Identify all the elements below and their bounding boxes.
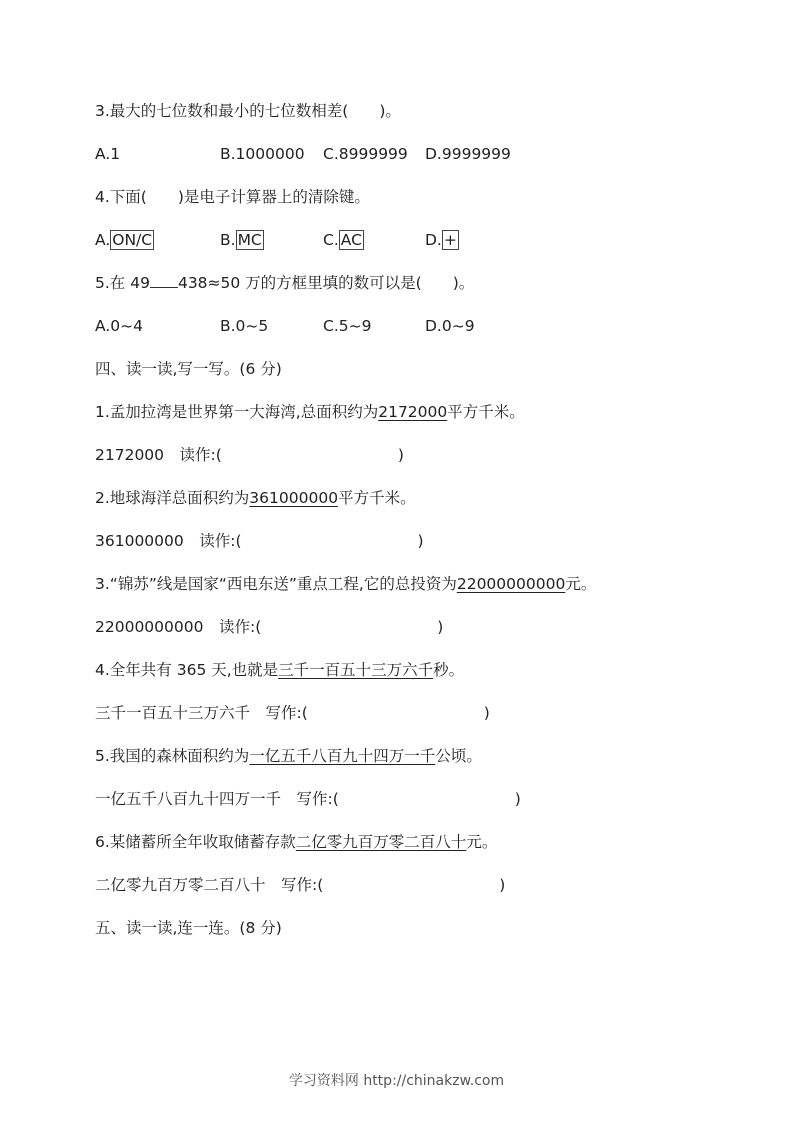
- key-on-c: ON/C: [112, 231, 153, 249]
- s4-answer-2-label: 361000000 读作:(: [95, 532, 242, 550]
- q4-option-c: [323, 230, 364, 250]
- s4-item-5-unit: 公顷。: [435, 747, 482, 765]
- key-ac: AC: [340, 231, 362, 249]
- s4-item-3: [95, 574, 596, 594]
- s4-answer-1-label: 2172000 读作:(: [95, 446, 222, 464]
- s4-item-3-number: 22000000000: [456, 575, 566, 593]
- s4-answer-2: [95, 531, 424, 551]
- q4-option-d: [425, 230, 459, 250]
- s4-item-2: [95, 488, 416, 508]
- s4-answer-1-close: ): [397, 446, 404, 464]
- q5-option-d: D.0~9: [425, 317, 475, 335]
- s4-item-6-number: 二亿零九百万零二百八十: [295, 833, 467, 851]
- s4-answer-3-close: ): [437, 618, 444, 636]
- q5-stem-before: 5.在 49: [95, 274, 150, 292]
- q3-option-a: A.1: [95, 145, 121, 163]
- s4-answer-4: [95, 703, 490, 723]
- s4-item-6: [95, 832, 497, 852]
- q4-option-a-prefix: A.: [95, 231, 111, 249]
- s4-answer-5-close: ): [514, 790, 521, 808]
- s4-answer-6-close: ): [499, 876, 506, 894]
- s4-item-3-unit: 元。: [565, 575, 597, 593]
- s4-item-2-number: 361000000: [249, 489, 339, 507]
- s4-item-1: [95, 402, 525, 422]
- s4-item-6-unit: 元。: [466, 833, 498, 851]
- s4-answer-3-label: 22000000000 读作:(: [95, 618, 262, 636]
- q4-option-d-prefix: D.: [425, 231, 442, 249]
- q5-option-c: C.5~9: [323, 317, 372, 335]
- s4-answer-5-label: 一亿五千八百九十四万一千 写作:(: [95, 790, 339, 808]
- q5-option-b: B.0~5: [220, 317, 269, 335]
- s4-item-2-text: 2.地球海洋总面积约为: [95, 489, 250, 507]
- q4-option-b: [220, 230, 264, 250]
- s4-answer-6: [95, 875, 505, 895]
- section-5-heading: 五、读一读,连一连。(8 分): [95, 919, 282, 937]
- s4-answer-6-label: 二亿零九百万零二百八十 写作:(: [95, 876, 324, 894]
- s4-answer-4-label: 三千一百五十三万六千 写作:(: [95, 704, 308, 722]
- s4-item-6-text: 6.某储蓄所全年收取储蓄存款: [95, 833, 296, 851]
- s4-answer-1: [95, 445, 404, 465]
- q5-stem-after: 438≈50 万的方框里填的数可以是( )。: [177, 274, 475, 292]
- s4-item-4-unit: 秒。: [433, 661, 465, 679]
- s4-item-4: [95, 660, 464, 680]
- question-3-stem: 3.最大的七位数和最小的七位数相差( )。: [95, 102, 401, 120]
- s4-item-4-number: 三千一百五十三万六千: [278, 661, 434, 679]
- q5-blank: [150, 273, 178, 288]
- s4-item-5: [95, 746, 482, 766]
- q3-option-d: D.9999999: [425, 145, 511, 163]
- key-plus: +: [443, 231, 457, 249]
- q4-option-c-prefix: C.: [323, 231, 339, 249]
- q3-option-b: B.1000000: [220, 145, 305, 163]
- section-4-heading: 四、读一读,写一写。(6 分): [95, 360, 282, 378]
- s4-answer-2-close: ): [417, 532, 424, 550]
- q4-option-a: [95, 230, 154, 250]
- s4-item-4-text: 4.全年共有 365 天,也就是: [95, 661, 279, 679]
- s4-answer-3: [95, 617, 443, 637]
- q5-option-a: A.0~4: [95, 317, 143, 335]
- key-mc: MC: [237, 231, 262, 249]
- s4-answer-4-close: ): [483, 704, 490, 722]
- s4-answer-5: [95, 789, 521, 809]
- s4-item-5-number: 一亿五千八百九十四万一千: [249, 747, 436, 765]
- s4-item-5-text: 5.我国的森林面积约为: [95, 747, 250, 765]
- question-4-stem: 4.下面( )是电子计算器上的清除键。: [95, 188, 370, 206]
- q4-option-b-prefix: B.: [220, 231, 236, 249]
- question-5-stem: [95, 273, 474, 293]
- page-footer: 学习资料网 http://chinakzw.com: [288, 1073, 505, 1089]
- s4-item-2-unit: 平方千米。: [338, 489, 416, 507]
- s4-item-1-unit: 平方千米。: [447, 403, 525, 421]
- q3-option-c: C.8999999: [323, 145, 408, 163]
- s4-item-3-text: 3.“锦苏”线是国家“西电东送”重点工程,它的总投资为: [95, 575, 457, 593]
- s4-item-1-text: 1.孟加拉湾是世界第一大海湾,总面积约为: [95, 403, 379, 421]
- s4-item-1-number: 2172000: [378, 403, 448, 421]
